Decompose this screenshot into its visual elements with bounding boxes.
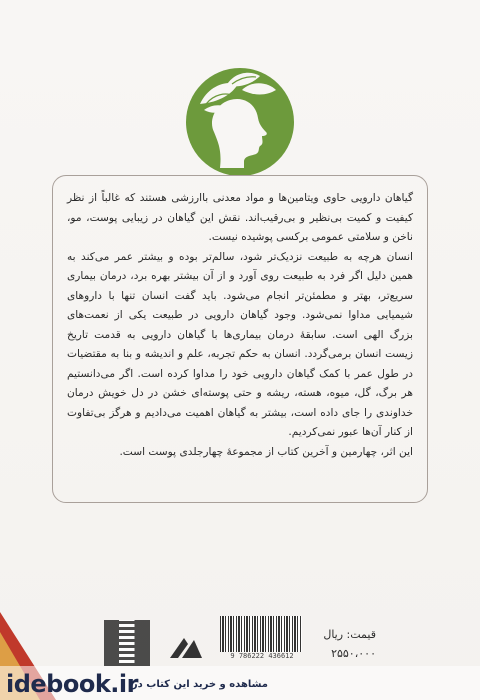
watermark-bar xyxy=(0,666,480,700)
barcode-number: 9 786222 436612 xyxy=(230,652,294,660)
price-label: قیمت: ریال xyxy=(323,628,376,641)
description-paragraph: انسان هرچه به طبیعت نزدیک‌تر شود، سالم‌تر بوده و بیشتر عمر می‌کند به همین دلیل اگر فرد به طبیعت روی آورد و از آن بیشتر بهره برد، درمان بیماری سریع‌تر، بهتر و مطمئن‌تر انجام می‌شود. باید گفت انسان تنها با داروهای شیمیایی مداوا نمی‌شود. وجود گیاهان دارویی در طبیعت یکی از نعمت‌های بزرگ الهی است. سابقهٔ درمان بیماری‌ها با گیاهان دارویی به قدمت تاریخ زیست انسان برمی‌گردد. انسان به حکم تجربه، علم و اندیشه و بنا به مقتضیات در طول عمر با کمک گیاهان دارویی خود را مداوا کرده است. اگر می‌دانستیم هر برگ، گل، میوه، هسته، ریشه و حتی پوسته‌ای خشن در دل خویش درمان خداوندی را جای داده است، بیشتر به گیاهان اهمیت می‌دادیم و هرگز بی‌تفاوت از کنار آن‌ها عبور نمی‌کردیم. xyxy=(67,250,413,438)
description-box xyxy=(52,175,428,503)
watermark-site[interactable]: idebook.ir xyxy=(6,670,138,698)
publisher-logo-icon xyxy=(166,628,206,668)
qr-code xyxy=(104,620,150,666)
price-value: ۲۵۵۰،۰۰۰ xyxy=(331,647,376,660)
barcode xyxy=(220,616,302,652)
description-paragraph: این اثر، چهارمین و آخرین کتاب از مجموعهٔ چهارجلدی پوست است. xyxy=(119,445,413,458)
description-paragraph: گیاهان دارویی حاوی ویتامین‌ها و مواد معدنی باارزشی هستند که غالباً از نظر کیفیت و کمیت بی‌نظیر و بی‌رقیب‌اند. نقش این گیاهان در زیبایی پوست، مو، ناخن و سلامتی عمومی برکسی پوشیده نیست. xyxy=(67,192,413,243)
head-leaves-logo-icon xyxy=(182,64,298,180)
watermark-slogan: مشاهده و خرید این کتاب در: xyxy=(127,679,268,690)
price-block xyxy=(296,628,376,660)
